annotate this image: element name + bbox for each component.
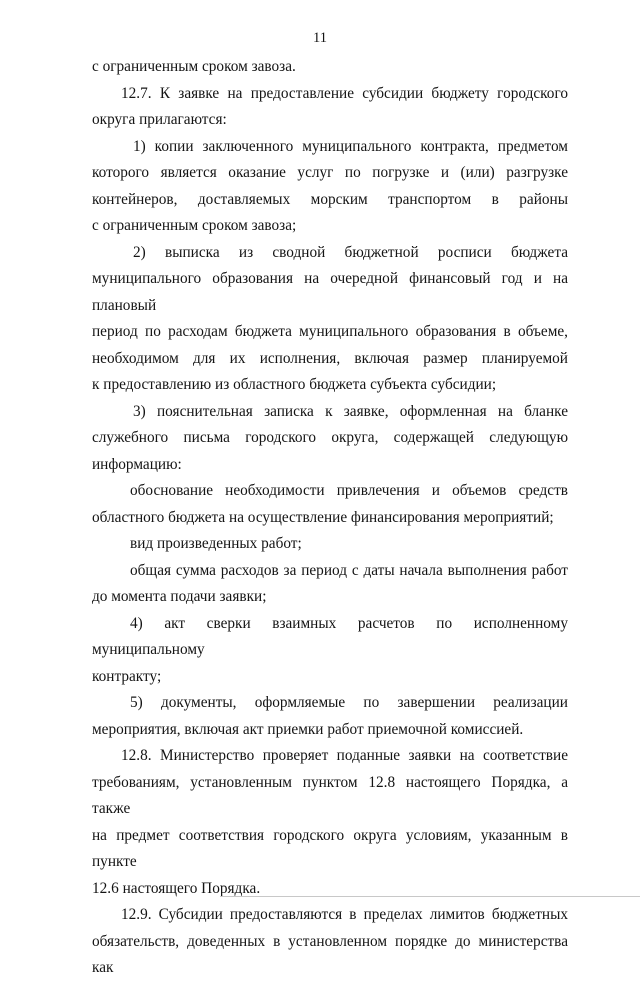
paragraph-line: необходимом для их исполнения, включая размер планируемой [92,349,568,367]
document-body [92,54,568,982]
paragraph-line: мероприятия, включая акт приемки работ приемочной комиссией. [92,720,524,738]
paragraph-line: к предоставлению из областного бюджета субъекта субсидии; [92,376,497,393]
paragraph-line: 12.7. К заявке на предоставление субсидии бюджету городского [121,84,568,102]
paragraph-line: на предмет соответствия городского округа условиям, указанным в пункте [92,826,568,870]
paragraph-line: 12.8. Министерство проверяет поданные заявки на соответствие [121,747,568,764]
paragraph-line: общая сумма расходов за период с даты начала выполнения работ [130,561,568,579]
paragraph-line: период по расходам бюджета муниципального образования в объеме, [92,323,568,340]
paragraph-line: которого является оказание услуг по погрузке и (или) разгрузке [92,164,568,181]
paragraph-line: 5) документы, оформляемые по завершении реализации [130,694,568,711]
paragraph-line: вид произведенных работ; [130,535,302,552]
paragraph-line: 1) копии заключенного муниципального контракта, предметом [133,137,568,155]
scan-edge-line [220,896,640,897]
page-number: 11 [313,30,327,46]
paragraph-line: с ограниченным сроком завоза. [92,58,296,75]
paragraph-line: 4) акт сверки взаимных расчетов по исполненному муниципальному [92,614,568,658]
paragraph-line: обязательств, доведенных в установленном порядке до министерства как [92,932,568,976]
paragraph-line: 2) выписка из сводной бюджетной росписи бюджета [133,243,568,261]
paragraph-line: обоснование необходимости привлечения и объемов средств [130,482,568,499]
paragraph-line: 3) пояснительная записка к заявке, оформленная на бланке [133,402,568,420]
paragraph-line: муниципального образования на очередной финансовый год и на плановый [92,270,568,314]
paragraph-line: контейнеров, доставляемых морским транспортом в районы [92,190,568,208]
paragraph-line: до момента подачи заявки; [92,588,267,605]
paragraph-line: округа прилагаются: [92,111,227,128]
paragraph-line: 12.6 настоящего Порядка. [92,879,261,897]
paragraph-line: областного бюджета на осуществление финансирования мероприятий; [92,508,554,526]
paragraph-line: информацию: [92,455,182,473]
paragraph-line: с ограниченным сроком завоза; [92,217,297,234]
paragraph-line: 12.9. Субсидии предоставляются в пределах лимитов бюджетных [121,906,568,923]
paragraph-line: требованиям, установленным пунктом 12.8 настоящего Порядка, а также [92,773,568,817]
paragraph-line: служебного письма городского округа, содержащей следующую [92,429,568,446]
paragraph-line: контракту; [92,667,162,685]
